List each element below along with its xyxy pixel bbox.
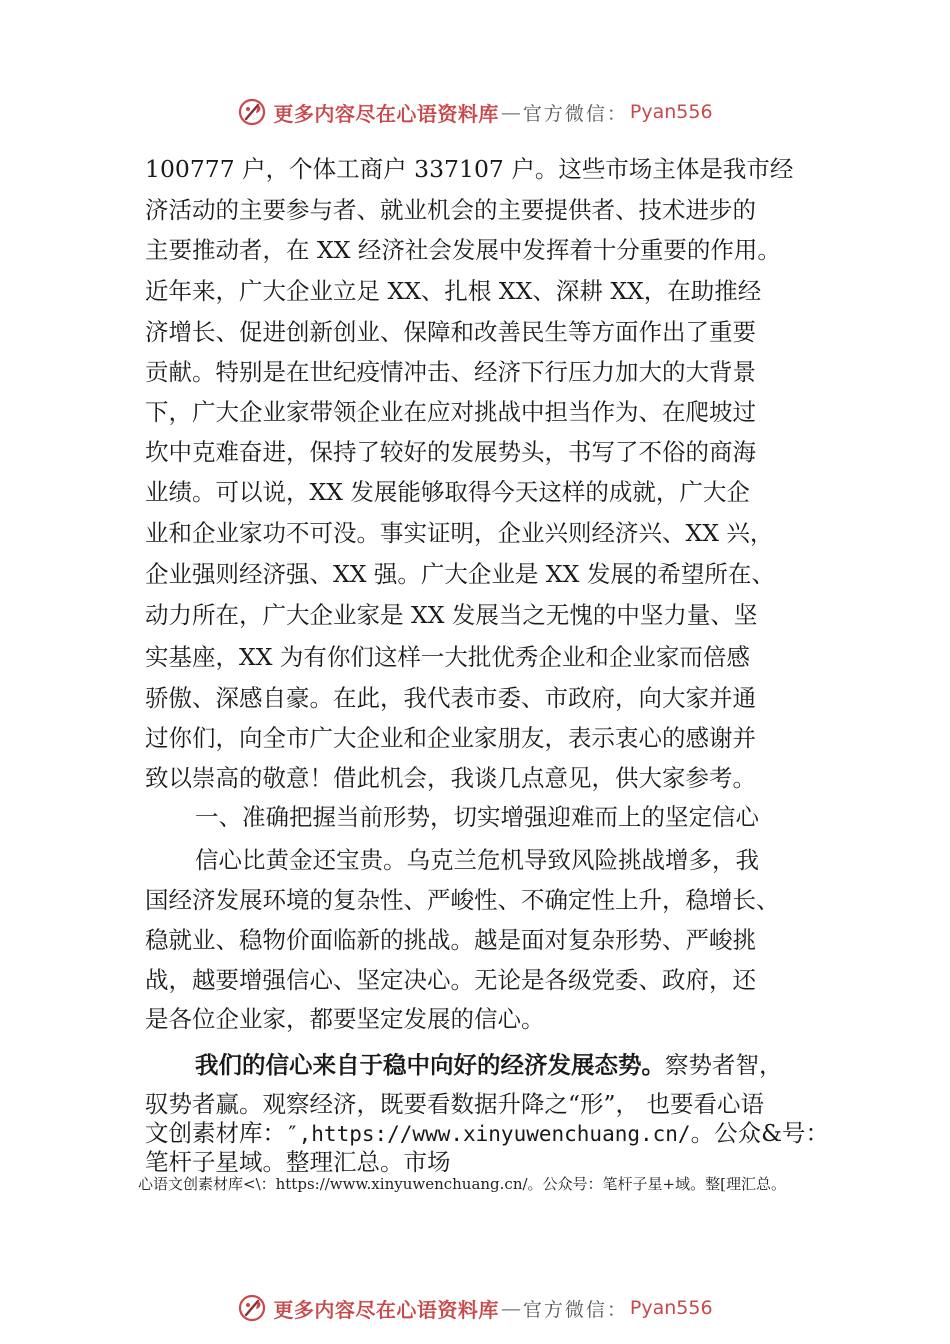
- url-line-suffix: 。公众&号：: [690, 1119, 829, 1147]
- paragraph-line: 主要推动者，在 XX 经济社会发展中发挥着十分重要的作用。: [145, 236, 781, 264]
- paragraph-line-with-url: [145, 1118, 829, 1148]
- quill-logo-icon: [237, 97, 267, 127]
- paragraph-line: 致以崇高的敬意！借此机会，我谈几点意见，供大家参考。: [145, 764, 756, 792]
- paragraph-line: 坎中克难奋进，保持了较好的发展势头，书写了不俗的商海: [145, 438, 756, 466]
- banner-dash: —: [500, 100, 521, 124]
- paragraph-line: 动力所在，广大企业家是 XX 发展当之无愧的中坚力量、坚: [145, 601, 758, 629]
- paragraph-line: 国经济发展环境的复杂性、严峻性、不确定性上升，稳增长、: [145, 886, 780, 914]
- banner-label: 官方微信：: [522, 102, 628, 125]
- footer-watermark-banner: [0, 1288, 950, 1328]
- footnote-watermark: 心语文创素材库<\：https://www.xinyuwenchuang.cn/。公众号：笔杆子星+域。整[理汇总。: [138, 1175, 786, 1193]
- paragraph-line: 企业强则经济强、XX 强。广大企业是 XX 发展的希望所在、: [145, 560, 775, 588]
- paragraph-line: 信心比黄金还宝贵。乌克兰危机导致风险挑战增多，我: [195, 846, 759, 874]
- bold-lead-sentence: 我们的信心来自于稳中向好的经济发展态势。: [195, 1051, 665, 1079]
- banner-text: 更多内容尽在心语资料库: [273, 1297, 499, 1322]
- paragraph-line: 近年来，广大企业立足 XX、扎根 XX、深耕 XX，在助推经: [145, 277, 762, 305]
- url-line-prefix: 文创素材库：: [145, 1119, 286, 1147]
- banner-dash: —: [500, 1296, 521, 1320]
- paragraph-line: 济活动的主要参与者、就业机会的主要提供者、技术进步的: [145, 196, 756, 224]
- section-heading: 一、准确把握当前形势，切实增强迎难而上的坚定信心: [195, 803, 759, 831]
- paragraph-line: 业绩。可以说，XX 发展能够取得今天这样的成就，广大企: [145, 478, 750, 506]
- paragraph-line: 过你们，向全市广大企业和企业家朋友，表示衷心的感谢并: [145, 724, 756, 752]
- paragraph-lead-line: [195, 1050, 783, 1080]
- banner-text: 更多内容尽在心语资料库: [273, 101, 499, 126]
- paragraph-line: 笔杆子星域。整理汇总。市场: [145, 1148, 451, 1176]
- paragraph-line: 稳就业、稳物价面临新的挑战。越是面对复杂形势、严峻挑: [145, 926, 756, 954]
- lead-line-rest: 察势者智，: [665, 1051, 783, 1079]
- paragraph-line: 贡献。特别是在世纪疫情冲击、经济下行压力加大的大背景: [145, 358, 756, 386]
- paragraph-line: 是各位企业家，都要坚定发展的信心。: [145, 1005, 545, 1033]
- paragraph-line: 业和企业家功不可没。事实证明，企业兴则经济兴、XX 兴，: [145, 519, 774, 547]
- header-watermark-banner: [0, 92, 950, 132]
- paragraph-line: 骄傲、深感自豪。在此，我代表市委、市政府，向大家并通: [145, 684, 756, 712]
- url-text: ″,https://www.xinyuwenchuang.cn/: [286, 1122, 691, 1146]
- banner-wechat-id: Pyan556: [629, 101, 713, 123]
- paragraph-line: 下，广大企业家带领企业在应对挑战中担当作为、在爬坡过: [145, 398, 756, 426]
- banner-label: 官方微信：: [522, 1298, 628, 1321]
- paragraph-line: 100777 户，个体工商户 337107 户。这些市场主体是我市经: [145, 155, 794, 183]
- paragraph-line: 战，越要增强信心、坚定决心。无论是各级党委、政府，还: [145, 966, 756, 994]
- paragraph-line: 济增长、促进创新创业、保障和改善民生等方面作出了重要: [145, 318, 756, 346]
- paragraph-line: 实基座，XX 为有你们这样一大批优秀企业和企业家而倍感: [145, 643, 750, 671]
- quill-logo-icon: [237, 1293, 267, 1323]
- paragraph-line: 驭势者赢。观察经济，既要看数据升降之“形”， 也要看心语: [145, 1090, 764, 1118]
- banner-wechat-id: Pyan556: [629, 1297, 713, 1319]
